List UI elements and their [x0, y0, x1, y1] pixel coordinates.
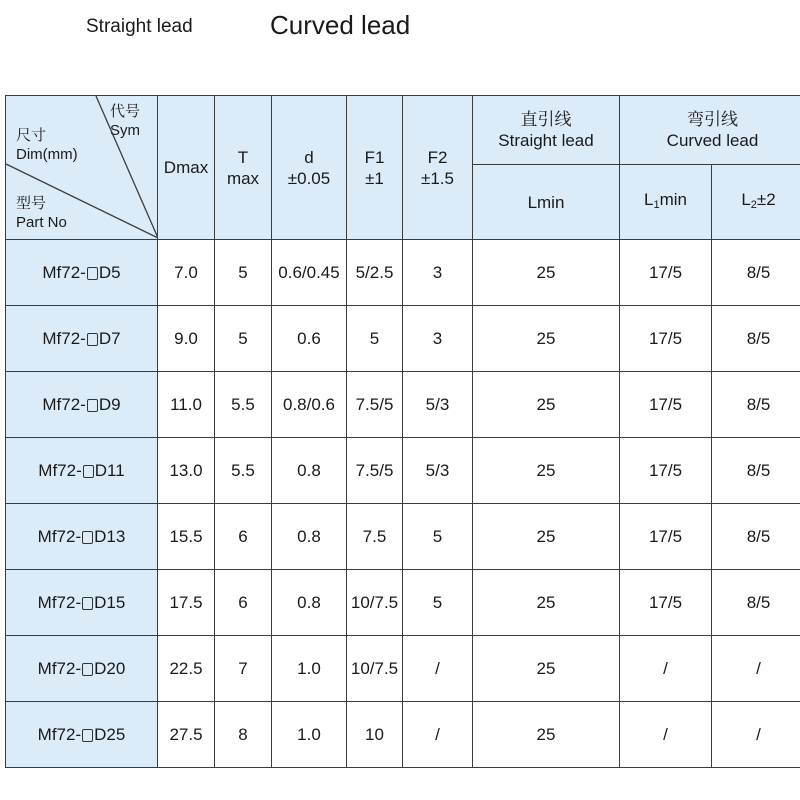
col-t-bottom: max [226, 168, 260, 188]
part-number-cell [6, 306, 158, 372]
l1-tail: min [659, 189, 687, 209]
part-prefix: Mf72- [37, 658, 82, 678]
straight-cn: 直引线 [520, 110, 572, 129]
cell-f1: 5/2.5 [347, 240, 403, 306]
col-f1 [347, 96, 403, 240]
cell-d: 0.8 [272, 570, 347, 636]
placeholder-box-icon [82, 729, 93, 742]
cell-l1: 17/5 [620, 372, 712, 438]
cell-lmin: 25 [473, 570, 620, 636]
cell-t: 8 [215, 702, 272, 768]
part-number-cell [6, 438, 158, 504]
col-l1min [620, 165, 712, 240]
table-row [6, 636, 800, 702]
cell-t: 5.5 [215, 372, 272, 438]
cell-f2: 5 [403, 504, 473, 570]
table-row [6, 240, 800, 306]
col-t [215, 96, 272, 240]
cell-f2: 5 [403, 570, 473, 636]
cell-l2: 8/5 [712, 570, 800, 636]
col-l2 [712, 165, 800, 240]
cell-l1: 17/5 [620, 570, 712, 636]
part-prefix: Mf72- [42, 394, 86, 414]
cell-f2: / [403, 702, 473, 768]
col-f1-top: F1 [364, 147, 385, 167]
cell-lmin: 25 [473, 504, 620, 570]
part-suffix: D15 [94, 592, 126, 612]
col-f2-bottom: ±1.5 [421, 168, 454, 188]
col-f2 [403, 96, 473, 240]
cell-dmax: 22.5 [158, 636, 215, 702]
part-prefix: Mf72- [38, 460, 82, 480]
cell-dmax: 11.0 [158, 372, 215, 438]
part-suffix: D7 [98, 328, 121, 348]
part-suffix: D9 [98, 394, 121, 414]
cell-lmin: 25 [473, 702, 620, 768]
cell-l2: 8/5 [712, 372, 800, 438]
cell-dmax: 9.0 [158, 306, 215, 372]
cell-lmin: 25 [473, 636, 620, 702]
part-number-cell [6, 570, 158, 636]
table-row [6, 570, 800, 636]
part-number-cell [6, 240, 158, 306]
header-diagonal-cell [6, 96, 158, 240]
part-prefix: Mf72- [37, 724, 82, 744]
cell-f2: 5/3 [403, 438, 473, 504]
part-en: Part No [16, 214, 67, 231]
part-suffix: D5 [98, 262, 121, 282]
cell-lmin: 25 [473, 240, 620, 306]
sym-en: Sym [110, 122, 140, 139]
part-number-cell [6, 372, 158, 438]
col-lmin: Lmin [473, 165, 620, 240]
table-row [6, 504, 800, 570]
curved-en: Curved lead [666, 131, 759, 150]
part-number-cell [6, 504, 158, 570]
cell-d: 0.8 [272, 504, 347, 570]
placeholder-box-icon [82, 597, 93, 610]
col-straight-lead [473, 96, 620, 165]
col-d-bottom: ±0.05 [287, 168, 331, 188]
cell-l1: 17/5 [620, 504, 712, 570]
cell-d: 1.0 [272, 636, 347, 702]
part-number-cell [6, 702, 158, 768]
cell-lmin: 25 [473, 306, 620, 372]
cell-f2: / [403, 636, 473, 702]
cell-dmax: 15.5 [158, 504, 215, 570]
part-number-cell [6, 636, 158, 702]
part-prefix: Mf72- [42, 328, 86, 348]
cell-d: 0.8 [272, 438, 347, 504]
part-no-label [16, 194, 67, 232]
dim-label [16, 126, 78, 164]
cell-l2: 8/5 [712, 438, 800, 504]
cell-l1: 17/5 [620, 240, 712, 306]
part-prefix: Mf72- [37, 592, 82, 612]
cell-lmin: 25 [473, 438, 620, 504]
straight-lead-caption: Straight lead [86, 16, 193, 37]
cell-f1: 5 [347, 306, 403, 372]
col-f2-top: F2 [427, 147, 448, 167]
cell-l1: 17/5 [620, 438, 712, 504]
cell-f1: 10/7.5 [347, 636, 403, 702]
cell-l1: / [620, 702, 712, 768]
cell-dmax: 27.5 [158, 702, 215, 768]
dim-cn: 尺寸 [16, 127, 47, 144]
col-dmax: Dmax [158, 96, 215, 240]
col-d [272, 96, 347, 240]
l1-sub: 1 [653, 198, 660, 211]
placeholder-box-icon [83, 465, 94, 478]
cell-l1: 17/5 [620, 306, 712, 372]
col-f1-bottom: ±1 [365, 168, 384, 188]
cell-dmax: 7.0 [158, 240, 215, 306]
cell-f1: 10 [347, 702, 403, 768]
part-prefix: Mf72- [42, 262, 86, 282]
table-row [6, 306, 800, 372]
l2-sub: 2 [750, 198, 757, 211]
part-suffix: D11 [94, 460, 125, 480]
cell-t: 6 [215, 570, 272, 636]
cell-l2: / [712, 636, 800, 702]
l1-base: L [644, 189, 654, 209]
cell-dmax: 17.5 [158, 570, 215, 636]
cell-t: 5 [215, 306, 272, 372]
part-suffix: D25 [94, 724, 126, 744]
part-suffix: D20 [94, 658, 126, 678]
cell-t: 6 [215, 504, 272, 570]
cell-d: 0.6/0.45 [272, 240, 347, 306]
cell-f2: 3 [403, 240, 473, 306]
col-curved-lead [620, 96, 800, 165]
curved-cn: 弯引线 [687, 110, 738, 129]
placeholder-box-icon [87, 267, 98, 280]
cell-t: 5.5 [215, 438, 272, 504]
cell-t: 5 [215, 240, 272, 306]
dim-en: Dim(mm) [16, 146, 78, 163]
table-row [6, 372, 800, 438]
cell-f2: 5/3 [403, 372, 473, 438]
cell-f1: 10/7.5 [347, 570, 403, 636]
cell-d: 0.6 [272, 306, 347, 372]
col-t-top: T [237, 147, 249, 167]
sym-label [110, 102, 140, 140]
straight-en: Straight lead [498, 131, 594, 150]
placeholder-box-icon [82, 663, 93, 676]
cell-l1: / [620, 636, 712, 702]
cell-d: 0.8/0.6 [272, 372, 347, 438]
part-prefix: Mf72- [37, 526, 82, 546]
table-row [6, 702, 800, 768]
placeholder-box-icon [87, 399, 98, 412]
sym-cn: 代号 [110, 103, 141, 120]
cell-f1: 7.5/5 [347, 438, 403, 504]
l2-tail: ±2 [756, 189, 776, 209]
cell-l2: 8/5 [712, 240, 800, 306]
cell-f1: 7.5 [347, 504, 403, 570]
top-labels [0, 0, 800, 60]
placeholder-box-icon [82, 531, 93, 544]
cell-dmax: 13.0 [158, 438, 215, 504]
cell-l2: 8/5 [712, 306, 800, 372]
table-row [6, 438, 800, 504]
cell-d: 1.0 [272, 702, 347, 768]
cell-f1: 7.5/5 [347, 372, 403, 438]
l2-base: L [741, 189, 751, 209]
curved-lead-caption: Curved lead [270, 10, 411, 40]
cell-f2: 3 [403, 306, 473, 372]
spec-table [5, 95, 800, 768]
part-suffix: D13 [94, 526, 126, 546]
cell-t: 7 [215, 636, 272, 702]
cell-lmin: 25 [473, 372, 620, 438]
cell-l2: 8/5 [712, 504, 800, 570]
part-cn: 型号 [16, 195, 47, 212]
cell-l2: / [712, 702, 800, 768]
placeholder-box-icon [87, 333, 98, 346]
col-d-top: d [304, 147, 314, 167]
